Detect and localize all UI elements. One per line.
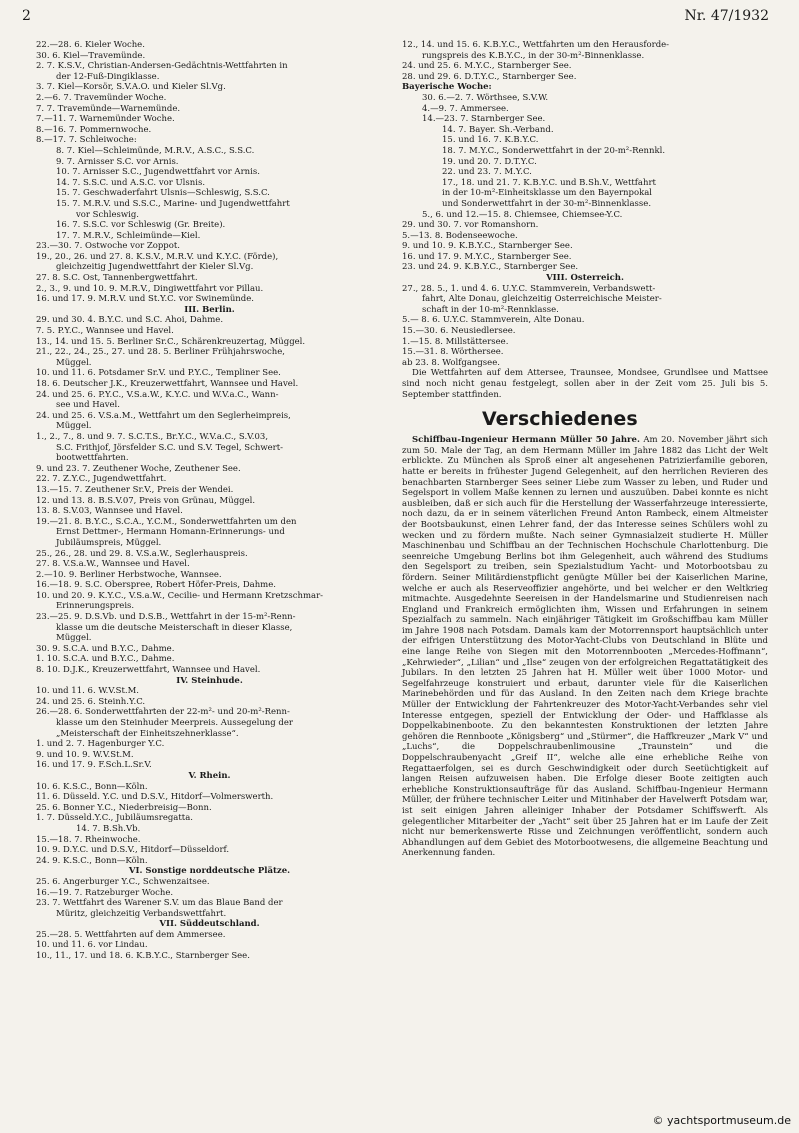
regatta-entry: 5.—13. 8. Bodenseewoche. xyxy=(402,230,518,241)
regatta-entry: 14. 7. Bayer. Sh.-Verband. xyxy=(442,124,554,135)
regatta-entry: 18. 6. Deutscher J.K., Kreuzerwettfahrt, Wannsee und Havel. xyxy=(36,379,299,389)
regatta-entry: 15.—31. 8. Wörthersee. xyxy=(402,347,504,358)
regatta-entry: 10. und 11. 6. W.V.St.M. xyxy=(36,686,139,697)
regatta-entry: 13. 8. S.V.03, Wannsee und Havel. xyxy=(36,506,183,517)
regatta-entry: 12., 14. und 15. 6. K.B.Y.C., Wettfahrten um den Herausforde- xyxy=(402,40,670,50)
regatta-entry: 29. und 30. 4. B.Y.C. und S.C. Ahoi, Dahme. xyxy=(36,315,224,326)
regatta-entry: bootwettfahrten. xyxy=(56,453,129,464)
watermark: © yachtsportmuseum.de xyxy=(652,1114,791,1127)
regatta-entry: 15. 7. M.R.V. und S.S.C., Marine- und Jugendwettfahrt xyxy=(56,198,290,209)
regatta-entry: 7. 5. P.Y.C., Wannsee und Havel. xyxy=(36,326,174,337)
regatta-entry: Müggel. xyxy=(56,421,92,432)
region-heading: V. Rhein. xyxy=(188,770,231,781)
regatta-entry: 27. 8. S.C. Ost, Tannenbergwettfahrt. xyxy=(36,273,198,284)
regatta-entry: 4.—9. 7. Ammersee. xyxy=(422,103,509,114)
regatta-entry: Bayerische Woche: xyxy=(402,82,492,93)
regatta-entry: 16. und 17. 9. M.R.V. und St.Y.C. vor Swinemünde. xyxy=(36,294,254,305)
regatta-entry: 17. 7. M.R.V., Schleimünde—Kiel. xyxy=(56,230,201,241)
regatta-entry: Müritz, gleichzeitig Verbandswettfahrt. xyxy=(56,908,227,919)
regatta-entry: see und Havel. xyxy=(56,400,120,411)
regatta-entry: 29. und 30. 7. vor Romanshorn. xyxy=(402,220,539,231)
regatta-entry: „Meisterschaft der Einheitszehnerklasse“. xyxy=(56,728,239,739)
regatta-entry: 24. und 25. 6. M.Y.C., Starnberger See. xyxy=(402,61,572,72)
region-heading: VIII. Österreich. xyxy=(546,273,624,284)
regatta-entry: klasse um die deutsche Meisterschaft in dieser Klasse, xyxy=(56,622,293,633)
regatta-entry: S.C. Frithjof, Jörsfelder S.C. und S.V. Tegel, Schwert- xyxy=(56,442,284,453)
regatta-entry: 10. 7. Arnisser S.C., Jugendwettfahrt vor Arnis. xyxy=(56,167,260,178)
regatta-entry: 27., 28. 5., 1. und 4. 6. U.Y.C. Stammverein, Verbandswett- xyxy=(402,283,656,294)
regatta-entry: 2., 3., 9. und 10. 9. M.R.V., Dingiwettfahrt vor Pillau. xyxy=(36,283,264,294)
regatta-entry: 16.—18. 9. S.C. Oberspree, Robert Höfer-Preis, Dahme. xyxy=(36,580,276,591)
regatta-entry: 9. und 10. 9. W.V.St.M. xyxy=(36,749,134,760)
regatta-entry: 11. 6. Düsseld. Y.C. und D.S.V., Hitdorf—Volmerswerth. xyxy=(36,792,274,803)
regatta-entry: 25. 6. Bonner Y.C., Niederbreisig—Bonn. xyxy=(36,802,212,813)
regatta-entry: 15. und 16. 7. K.B.Y.C. xyxy=(442,135,539,146)
regatta-entry: und Sonderwettfahrt in der 30-m²-Binnenklasse. xyxy=(442,198,652,209)
regatta-entry: 7. 7. Travemünde—Warnemünde. xyxy=(36,103,181,114)
regatta-entry: 25. 6. Angerburger Y.C., Schwenzaitsee. xyxy=(36,876,210,887)
regatta-entry: 15.—18. 7. Rheinwoche. xyxy=(36,834,141,845)
regatta-entry: 25.—28. 5. Wettfahrten auf dem Ammersee. xyxy=(36,929,226,940)
regatta-entry: 1., 2., 7., 8. und 9. 7. S.C.T.S., Br.Y.C., W.V.a.C., S.V.03, xyxy=(36,431,269,442)
regatta-entry: 1.—15. 8. Millstättersee. xyxy=(402,336,509,347)
regatta-entry: 1. 10. S.C.A. und B.Y.C., Dahme. xyxy=(36,654,175,665)
region-heading: VII. Süddeutschland. xyxy=(159,919,260,930)
regatta-entry: 10. 6. K.S.C., Bonn—Köln. xyxy=(36,781,148,792)
region-heading: III. Berlin. xyxy=(184,304,235,315)
right-column xyxy=(402,40,768,859)
region-heading: IV. Steinhude. xyxy=(176,675,243,686)
regatta-entry: 14. 7. B.Sh.Vb. xyxy=(76,823,141,834)
regatta-entry: 16. und 17. 9. F.Sch.L.Sr.V. xyxy=(36,760,152,771)
regatta-entry: 2. 7. K.S.V., Christian-Andersen-Gedächtnis-Wettfahrten in xyxy=(36,61,288,72)
regatta-entry: 10. und 11. 6. vor Lindau. xyxy=(36,940,148,951)
regatta-entry: 15.—30. 6. Neusiedlersee. xyxy=(402,326,516,337)
regatta-entry: 2.—10. 9. Berliner Herbstwoche, Wannsee. xyxy=(36,569,222,580)
regatta-entry: 19.—21. 8. B.Y.C., S.C.A., Y.C.M., Sonderwettfahrten um den xyxy=(36,516,297,527)
regatta-entry: 13.—15. 7. Zeuthener Sr.V., Preis der Wendei. xyxy=(36,484,234,495)
article xyxy=(402,435,768,859)
regatta-entry: 1. und 2. 7. Hagenburger Y.C. xyxy=(36,739,165,750)
article-body: Am 20. November jährt sich zum 50. Male der Tag, an dem Hermann Müller im Jahre 1882 das Licht der Welt erblickte. Zu München als Sproß einer alt angesehenen Patrizierfamilie geboren, hatte er bereits in frühester Jugend Gelegenheit, auf den herrlichen Revieren des benachbarten Starnberger Sees seiner Liebe zum Wasser zu leben, und Ruder und Segelsport in vollem Maße kennen zu lernen und auszuüben. Dabei konnte es nicht ausbleiben, daß er sich auch für die Herstellung der Wasserfahrzeuge interessierte, noch dazu, da er in seinem väterlichen Freund Anton Rambeck, einem Altmeister der Bootsbaukunst, einen Lehrer fand, der das Interesse seines Schülers wohl zu wecken und zu fördern mußte. Nach seiner Gymnasialzeit studierte H. Müller Maschinenbau und Schiffbau an der Technischen Hochschule Charlottenburg. Die seenreiche Umgebung Berlins bot ihm Gelegenheit, auch während des Studiums den Segelsport zu treiben, sein Spezialstudium Yacht- und Motorbootsbau zu fördern. Seiner Militärdienstpflicht genügte Müller bei der Kaiserlichen Marine, welche er auch als Reserveoffizier angehörte, und bei welcher er den Weltkrieg mitmachte. Ausgedehnte Seereisen in der Handelsmarine und Studienreisen nach England und Frankreich ermöglichten ihm, Wissen und Erfahrungen in seinem Spezialfach zu sammeln. Nach einjähriger Tätigkeit im Großschiffbau kam Müller im Jahre 1908 nach Potsdam. Damals kam der Motorrennsport hauptsächlich unter der eifrigen Unterstützung des Motor-Yacht-Clubs von Deutschland in Blüte und eine lange Reihe von Siegen mit den Motorrennbooten „Mercedes-Hoffmann“, „Kehrwieder“, „Lilian“ und „Ilse“ zeugen von der erfolgreichen Regattatätigkeit des Jubilars. In den letzten 25 Jahren hat H. Müller weit über 1000 Motor- und Segelfahrzeuge konstruiert und erbaut, darunter viele für die Kaiserlichen Marinebehörden und für das Ausland. In den Zeiten nach dem Kriege brachte Müller der Entwicklung der Fahrtenkreuzer des Motor-Yacht-Verbandes sehr viel Interesse entgegen, speziell der Entwicklung der Oder- und Haffklasse als Doppelkabinenboote. Zu den bekanntesten Konstruktionen der letzten Jahre gehören die Rennboote „Königsberg“ und „Stürmer“, die Haffkreuzer „Mark V“ und „Luchs“, die Doppelschraubenlimousine „Traunstein“ und die Doppelschraubenyacht „Greif II“, welche alle eine erhebliche Reihe von Regattaerfolgen, sei es durch Geschwindigkeit oder durch Seetüchtigkeit auf langen Reisen aufzuweisen haben. Die Erfolge dieser Boote zeitigten auch erhebliche Konstruktionsaufträge für das Ausland. Schiffbau-Ingenieur Hermann Müller, der frühere technischer Leiter und Mitinhaber der Havelwerft Potsdam war, ist seit einigen Jahren alleiniger Inhaber der Potsdamer Schiffswerft. Als gelegentlicher Mitarbeiter der „Yacht“ seit über 25 Jahren hat er im Laufe der Zeit nicht nur bemerkenswerte Risse und Zeichnungen veröffentlicht, sondern auch Abhandlungen auf dem Gebiet des Motorbootwesens, die allgemeine Beachtung und Anerkennung fanden. xyxy=(402,435,768,859)
regatta-entry: 3. 7. Kiel—Korsör, S.V.A.O. und Kieler Sl.Vg. xyxy=(36,82,226,93)
regatta-entry: 30. 6. Kiel—Travemünde. xyxy=(36,50,146,61)
regatta-entry: rungspreis des K.B.Y.C., in der 30-m²-Binnenklasse. xyxy=(422,50,645,61)
regatta-entry: 12. und 13. 8. B.S.V.07, Preis von Grünau, Müggel. xyxy=(36,495,256,506)
regatta-entry: 30. 6.—2. 7. Wörthsee, S.V.W. xyxy=(422,92,549,103)
regatta-entry: 24. und 25. 6. P.Y.C., V.S.a.W., K.Y.C. und W.V.a.C., Wann- xyxy=(36,389,279,400)
regatta-entry: 16. 7. S.S.C. vor Schleswig (Gr. Breite). xyxy=(56,220,226,231)
regatta-entry: 8. 10. D.J.K., Kreuzerwettfahrt, Wannsee und Havel. xyxy=(36,665,261,676)
regatta-entry: 18. 7. M.Y.C., Sonderwettfahrt in der 20-m²-Rennkl. xyxy=(442,145,666,156)
regatta-entry: 23. 7. Wettfahrt des Warener S.V. um das Blaue Band der xyxy=(36,898,283,909)
regatta-entry: 25., 26., 28. und 29. 8. V.S.a.W., Seglerhauspreis. xyxy=(36,548,248,559)
regatta-entry: 27. 8. V.S.a.W., Wannsee und Havel. xyxy=(36,559,190,570)
regatta-entry: 22.—28. 6. Kieler Woche. xyxy=(36,40,145,50)
regatta-entry: 10. 9. D.Y.C. und D.S.V., Hitdorf—Düsseldorf. xyxy=(36,845,230,856)
regatta-entry: in der 10-m²-Einheitsklasse um den Bayernpokal xyxy=(442,188,653,199)
regatta-entry: 17., 18. und 21. 7. K.B.Y.C. und B.Sh.V., Wettfahrt xyxy=(442,177,656,188)
issue-number: Nr. 47/1932 xyxy=(684,8,769,24)
regatta-entry: 30. 9. S.C.A. und B.Y.C., Dahme. xyxy=(36,643,175,654)
closing-paragraph: Die Wettfahrten auf dem Attersee, Traunsee, Mondsee, Grundlsee und Mattsee sind noch nicht genau festgelegt, sollen aber in der Zeit vom 25. Juli bis 5. September stattfinden. xyxy=(402,368,768,400)
regatta-entry: 8.—16. 7. Pommernwoche. xyxy=(36,124,152,135)
regatta-entry: 16. und 17. 9. M.Y.C., Starnberger See. xyxy=(402,251,572,262)
regatta-entry: 24. und 25. 6. V.S.a.M., Wettfahrt um den Seglerheimpreis, xyxy=(36,410,291,421)
regatta-entry: 23.—30. 7. Ostwoche vor Zoppot. xyxy=(36,241,180,252)
regatta-entry: 14. 7. S.S.C. und A.S.C. vor Ulsnis. xyxy=(56,177,206,188)
regatta-entry: 10. und 20. 9. K.Y.C., V.S.a.W., Cecilie- und Hermann Kretzschmar- xyxy=(36,590,324,601)
page-number: 2 xyxy=(22,8,31,24)
regatta-entry: 5., 6. und 12.—15. 8. Chiemsee, Chiemsee-Y.C. xyxy=(422,209,623,220)
regatta-entry: 26.—28. 6. Sonderwettfahrten der 22-m²- und 20-m²-Renn- xyxy=(36,707,290,718)
regatta-entry: 22. 7. Z.Y.C., Jugendwettfahrt. xyxy=(36,474,167,485)
regatta-entry: 13., 14. und 15. 5. Berliner Sr.C., Schärenkreuzertag, Müggel. xyxy=(36,336,306,347)
regatta-entry: 19. und 20. 7. D.T.Y.C. xyxy=(442,156,537,167)
regatta-entry: 24. 9. K.S.C., Bonn—Köln. xyxy=(36,855,148,866)
regatta-entry: 2.—6. 7. Travemünder Woche. xyxy=(36,92,167,103)
region-heading: VI. Sonstige norddeutsche Plätze. xyxy=(128,866,291,877)
regatta-entry: Jubiläumspreis, Müggel. xyxy=(56,537,162,548)
regatta-entry: gleichzeitig Jugendwettfahrt der Kieler Sl.Vg. xyxy=(56,262,254,273)
regatta-list-continued xyxy=(402,40,768,368)
regatta-entry: 9. und 10. 9. K.B.Y.C., Starnberger See. xyxy=(402,241,573,252)
regatta-entry: 23. und 24. 9. K.B.Y.C., Starnberger See. xyxy=(402,262,579,273)
regatta-entry: 10., 11., 17. und 18. 6. K.B.Y.C., Starnberger See. xyxy=(36,951,250,962)
regatta-entry: fahrt, Alte Donau, gleichzeitig Österreichische Meister- xyxy=(422,294,662,305)
regatta-entry: vor Schleswig. xyxy=(76,209,139,220)
regatta-entry: Müggel. xyxy=(56,357,92,368)
left-column xyxy=(36,40,383,962)
regatta-entry: 19., 20., 26. und 27. 8. K.S.V., M.R.V. und K.Y.C. (Förde), xyxy=(36,251,279,262)
regatta-entry: 8. 7. Kiel—Schleimünde, M.R.V., A.S.C., S.S.C. xyxy=(56,145,255,156)
article-title: Schiffbau-Ingenieur Hermann Müller 50 Jahre. xyxy=(412,435,640,446)
regatta-entry: 9. und 23. 7. Zeuthener Woche, Zeuthener See. xyxy=(36,463,241,474)
regatta-entry: 10. und 11. 6. Potsdamer Sr.V. und P.Y.C., Templiner See. xyxy=(36,368,281,379)
regatta-entry: ab 23. 8. Wolfgangsee. xyxy=(402,357,500,368)
regatta-entry: 21., 22., 24., 25., 27. und 28. 5. Berliner Frühjahrswoche, xyxy=(36,347,285,358)
regatta-entry: Müggel. xyxy=(56,633,92,644)
regatta-entry: Ernst Dettmer-, Hermann Homann-Erinnerungs- und xyxy=(56,527,285,538)
regatta-entry: der 12-Fuß-Dingiklasse. xyxy=(56,71,160,82)
regatta-entry: 15. 7. Geschwaderfahrt Ulsnis—Schleswig, S.S.C. xyxy=(56,188,270,199)
regatta-entry: 7.—11. 7. Warnemünder Woche. xyxy=(36,114,175,125)
regatta-entry: 5.— 8. 6. U.Y.C. Stammverein, Alte Donau. xyxy=(402,315,585,326)
regatta-entry: 9. 7. Arnisser S.C. vor Arnis. xyxy=(56,156,179,167)
regatta-entry: 14.—23. 7. Starnberger See. xyxy=(422,114,546,125)
regatta-entry: Erinnerungspreis. xyxy=(56,601,135,612)
regatta-entry: 22. und 23. 7. M.Y.C. xyxy=(442,167,532,178)
regatta-entry: 23.—25. 9. D.S.Vb. und D.S.B., Wettfahrt in der 15-m²-Renn- xyxy=(36,612,296,623)
regatta-entry: 28. und 29. 6. D.T.Y.C., Starnberger See. xyxy=(402,71,577,82)
regatta-entry: klasse um den Steinhuder Meerpreis. Aussegelung der xyxy=(56,718,293,728)
regatta-entry: schaft in der 10-m²-Rennklasse. xyxy=(422,304,559,315)
regatta-entry: 16.—19. 7. Ratzeburger Woche. xyxy=(36,887,174,898)
regatta-entry: 24. und 25. 6. Steinh.Y.C. xyxy=(36,696,146,707)
regatta-entry: 1. 7. Düsseld.Y.C., Jubiläumsregatta. xyxy=(36,813,193,824)
section-heading: Verschiedenes xyxy=(482,408,638,431)
regatta-entry: 8.—17. 7. Schleiwoche: xyxy=(36,135,137,146)
